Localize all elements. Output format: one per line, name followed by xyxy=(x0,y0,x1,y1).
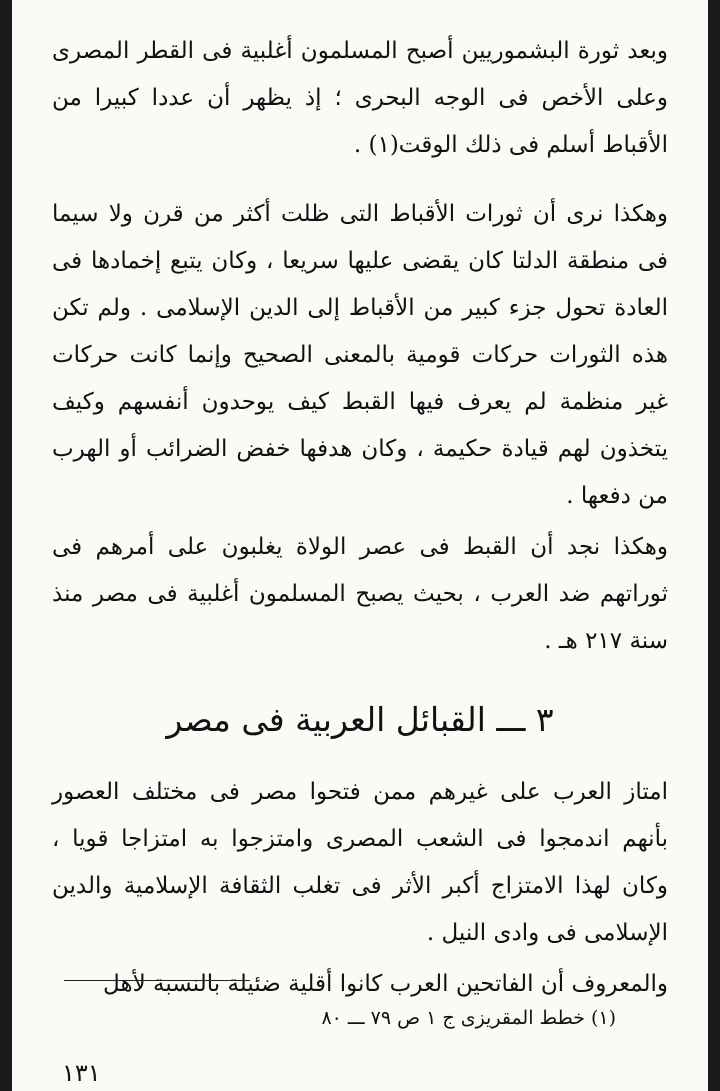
paragraph-2: وهكذا نرى أن ثورات الأقباط التى ظلت أكثر من قرن ولا سيما فى منطقة الدلتا كان يقضى عليها سريعا ، وكان يتبع إخمادها فى العادة تحول جزء كبير من الأقباط إلى الدين الإسلامى . ولم تكن هذه الثورات حركات قومية بالمعنى الصحيح وإنما كانت حركات غير منظمة لم يعرف فيها القبط كيف يوحدون أنفسهم وكيف يتخذون لهم قيادة حكيمة ، وكان هدفها خفض الضرائب أو الهرب من دفعها . xyxy=(52,201,668,509)
footnote-divider xyxy=(64,980,250,981)
paragraph-1: وبعد ثورة البشموريين أصبح المسلمون أغلبية فى القطر المصرى وعلى الأخص فى الوجه البحرى ؛ إذ يظهر أن عددا كبيرا من الأقباط أسلم فى ذلك الوقت(١) . xyxy=(52,38,668,158)
page-number: ١٣١ xyxy=(62,1059,101,1087)
paragraph-3: وهكذا نجد أن القبط فى عصر الولاة يغلبون على أمرهم فى ثوراتهم ضد العرب ، بحيث يصبح المسلمون أغلبية فى مصر منذ سنة ٢١٧ هـ . xyxy=(52,534,668,654)
section-paragraph-2: والمعروف أن الفاتحين العرب كانوا أقلية ضئيلة بالنسبة لأهل xyxy=(103,971,668,997)
section-paragraph-1: امتاز العرب على غيرهم ممن فتحوا مصر فى مختلف العصور بأنهم اندمجوا فى الشعب المصرى وامتزجوا به امتزاجا قويا ، وكان لهذا الامتزاج أكبر الأثر فى تغلب الثقافة الإسلامية والدين الإسلامى فى وادى النيل . xyxy=(52,779,668,946)
footnote: (١) خطط المقريزى ج ١ ص ٧٩ ـــ ٨٠ xyxy=(321,1007,616,1029)
document-page xyxy=(12,0,708,1091)
section-heading: ٣ ـــ القبائل العربية فى مصر xyxy=(166,700,554,739)
